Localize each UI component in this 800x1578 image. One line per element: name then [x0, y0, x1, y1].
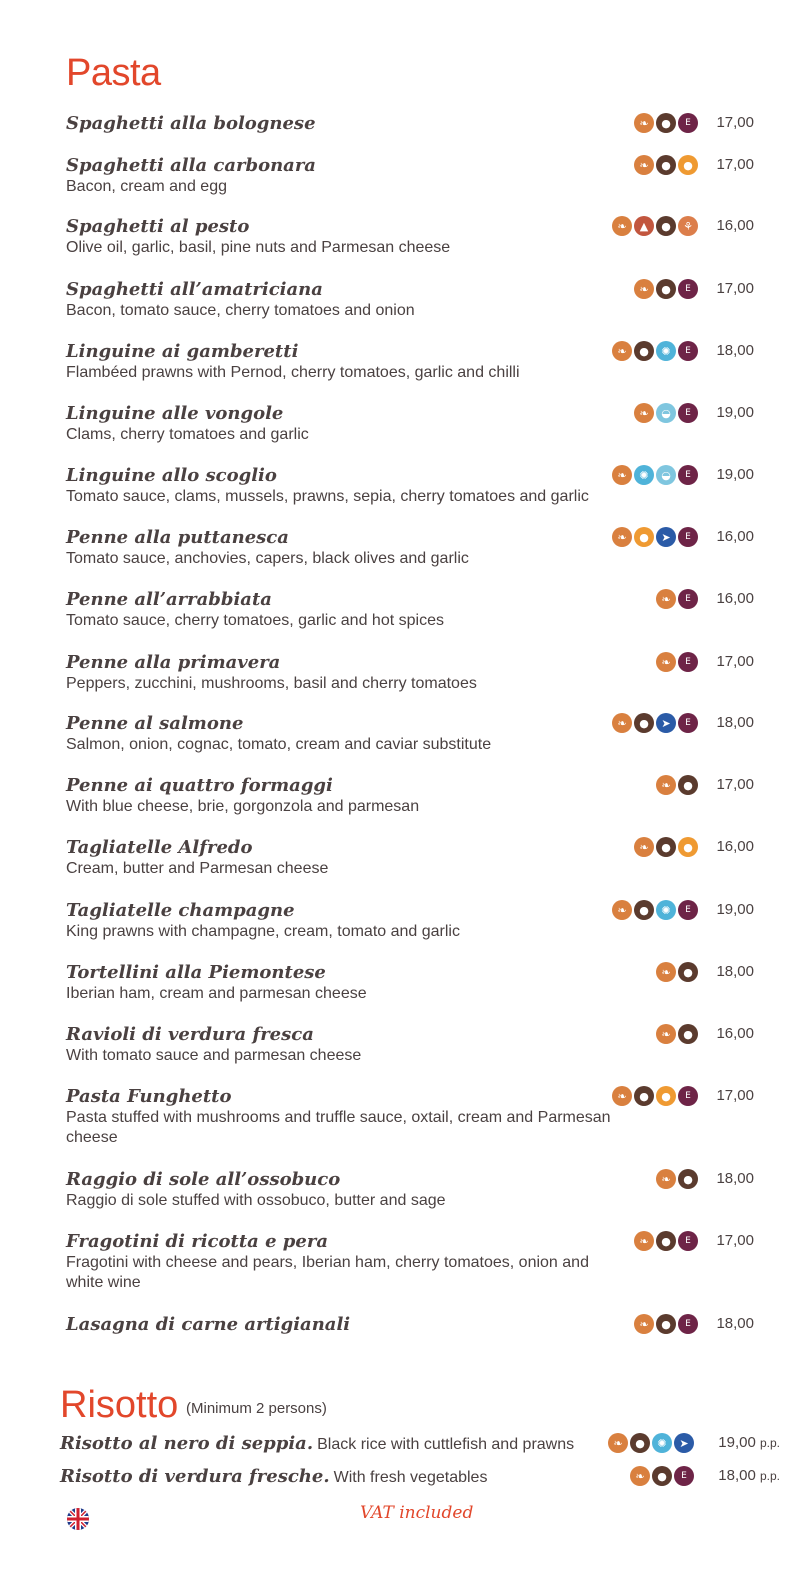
sulphites-allergen-icon: E: [678, 465, 698, 485]
gluten-allergen-icon: ❧: [608, 1433, 628, 1453]
menu-item-name: Fragotini di ricotta e pera: [66, 1231, 328, 1252]
gluten-allergen-icon: ❧: [634, 113, 654, 133]
sulphites-allergen-icon: E: [678, 900, 698, 920]
menu-item-description: Tomato sauce, anchovies, capers, black olives and garlic: [66, 550, 469, 567]
crustaceans-allergen-icon: ✺: [656, 341, 676, 361]
menu-item-price: 17,00: [716, 156, 754, 173]
menu-item-name: Penne ai quattro formaggi: [66, 775, 333, 796]
menu-item: [66, 1231, 766, 1293]
menu-item-price: 19,00: [716, 901, 754, 918]
milk-allergen-icon: ●: [630, 1433, 650, 1453]
allergen-icons: [612, 713, 698, 733]
allergen-icons: [612, 341, 698, 361]
allergen-icons: [656, 652, 698, 672]
allergen-icons: [634, 155, 698, 175]
menu-item: [66, 216, 766, 258]
menu-item: [66, 155, 766, 197]
menu-item-price: 18,00: [716, 1170, 754, 1187]
menu-item: [66, 713, 766, 755]
gluten-allergen-icon: ❧: [656, 1169, 676, 1189]
gluten-allergen-icon: ❧: [612, 465, 632, 485]
gluten-allergen-icon: ❧: [656, 589, 676, 609]
menu-item-name: Penne alla primavera: [66, 652, 281, 673]
egg-allergen-icon: ●: [678, 155, 698, 175]
allergen-icons: [612, 465, 698, 485]
sulphites-allergen-icon: E: [678, 1086, 698, 1106]
risotto-note: (Minimum 2 persons): [186, 1400, 327, 1417]
vat-note: VAT included: [360, 1503, 474, 1523]
allergen-icons: [634, 837, 698, 857]
menu-item-description: With tomato sauce and parmesan cheese: [66, 1047, 362, 1064]
risotto-item-price: [700, 1433, 780, 1453]
menu-item-name: Ravioli di verdura fresca: [66, 1024, 314, 1045]
milk-allergen-icon: ●: [656, 1314, 676, 1334]
gluten-allergen-icon: ❧: [634, 837, 654, 857]
menu-item-price: 19,00: [716, 404, 754, 421]
nuts-allergen-icon: ▲: [634, 216, 654, 236]
menu-item-price: 18,00: [716, 1315, 754, 1332]
menu-item-price: 16,00: [716, 1025, 754, 1042]
allergen-icons: [656, 775, 698, 795]
allergen-icons: [612, 216, 698, 236]
menu-item-price: 18,00: [716, 714, 754, 731]
menu-item-price: 16,00: [716, 217, 754, 234]
egg-allergen-icon: ●: [634, 527, 654, 547]
menu-item-description: Raggio di sole stuffed with ossobuco, butter and sage: [66, 1192, 446, 1209]
menu-item-description: Iberian ham, cream and parmesan cheese: [66, 985, 367, 1002]
milk-allergen-icon: ●: [656, 113, 676, 133]
allergen-icons: [656, 1024, 698, 1044]
menu-item-name: Linguine allo scoglio: [66, 465, 277, 486]
menu-item-price: 16,00: [716, 590, 754, 607]
risotto-item-name: Risotto al nero di seppia.: [60, 1433, 314, 1454]
allergen-icons: [656, 589, 698, 609]
crustaceans-allergen-icon: ✺: [634, 465, 654, 485]
menu-item: [66, 1086, 766, 1148]
menu-item: [66, 403, 766, 445]
allergen-icons: [634, 279, 698, 299]
allergen-icons: [612, 527, 698, 547]
gluten-allergen-icon: ❧: [634, 155, 654, 175]
menu-item: [66, 589, 766, 631]
menu-item-price: 18,00: [716, 963, 754, 980]
gluten-allergen-icon: ❧: [612, 216, 632, 236]
price-value: 18,00: [718, 1467, 756, 1484]
milk-allergen-icon: ●: [656, 837, 676, 857]
menu-item-name: Lasagna di carne artigianali: [66, 1314, 351, 1335]
price-unit: p.p.: [759, 1436, 780, 1450]
allergen-icons: [612, 900, 698, 920]
milk-allergen-icon: ●: [634, 341, 654, 361]
allergen-icons: [656, 962, 698, 982]
milk-allergen-icon: ●: [656, 279, 676, 299]
menu-item-price: 16,00: [716, 528, 754, 545]
milk-allergen-icon: ●: [656, 1231, 676, 1251]
gluten-allergen-icon: ❧: [612, 341, 632, 361]
menu-item-name: Tortellini alla Piemontese: [66, 962, 326, 983]
menu-item: [66, 465, 766, 507]
gluten-allergen-icon: ❧: [612, 1086, 632, 1106]
menu-item: [66, 113, 766, 135]
menu-item-price: 17,00: [716, 776, 754, 793]
fish-allergen-icon: ➤: [656, 713, 676, 733]
egg-allergen-icon: ●: [678, 837, 698, 857]
risotto-item-description: With fresh vegetables: [333, 1469, 488, 1486]
allergen-icons: [608, 1433, 694, 1453]
menu-item-price: 17,00: [716, 114, 754, 131]
gluten-allergen-icon: ❧: [656, 652, 676, 672]
menu-item-name: Tagliatelle Alfredo: [66, 837, 253, 858]
milk-allergen-icon: ●: [678, 1024, 698, 1044]
milk-allergen-icon: ●: [634, 900, 654, 920]
menu-item-description: Tomato sauce, cherry tomatoes, garlic and hot spices: [66, 612, 444, 629]
menu-item-description: Flambéed prawns with Pernod, cherry tomatoes, garlic and chilli: [66, 364, 520, 381]
egg-allergen-icon: ●: [656, 1086, 676, 1106]
menu-item: [66, 1169, 766, 1211]
milk-allergen-icon: ●: [678, 962, 698, 982]
menu-item: [66, 341, 766, 383]
menu-item: [66, 1314, 766, 1336]
allergen-icons: [612, 1086, 698, 1106]
gluten-allergen-icon: ❧: [630, 1466, 650, 1486]
gluten-allergen-icon: ❧: [612, 713, 632, 733]
menu-item: [66, 837, 766, 879]
risotto-item-price: [700, 1466, 780, 1486]
milk-allergen-icon: ●: [678, 1169, 698, 1189]
menu-item-name: Spaghetti alla carbonara: [66, 155, 316, 176]
gluten-allergen-icon: ❧: [656, 775, 676, 795]
menu-item-description: With blue cheese, brie, gorgonzola and parmesan: [66, 798, 420, 815]
gluten-allergen-icon: ❧: [634, 1314, 654, 1334]
gluten-allergen-icon: ❧: [634, 279, 654, 299]
menu-item-description: King prawns with champagne, cream, tomato and garlic: [66, 923, 460, 940]
uk-flag-icon[interactable]: [67, 1508, 89, 1530]
milk-allergen-icon: ●: [634, 1086, 654, 1106]
pasta-section-title: Pasta: [66, 52, 161, 94]
sulphites-allergen-icon: E: [678, 341, 698, 361]
risotto-item: [60, 1466, 780, 1488]
menu-item-description: Olive oil, garlic, basil, pine nuts and Parmesan cheese: [66, 239, 451, 256]
sulphites-allergen-icon: E: [678, 279, 698, 299]
gluten-allergen-icon: ❧: [634, 1231, 654, 1251]
menu-item: [66, 527, 766, 569]
sulphites-allergen-icon: E: [678, 1314, 698, 1334]
menu-item-name: Penne al salmone: [66, 713, 244, 734]
sulphites-allergen-icon: E: [678, 713, 698, 733]
menu-item-description: Salmon, onion, cognac, tomato, cream and caviar substitute: [66, 736, 492, 753]
menu-item-price: 17,00: [716, 280, 754, 297]
milk-allergen-icon: ●: [652, 1466, 672, 1486]
gluten-allergen-icon: ❧: [656, 962, 676, 982]
menu-item-description: Peppers, zucchini, mushrooms, basil and cherry tomatoes: [66, 675, 477, 692]
menu-item-description: Cream, butter and Parmesan cheese: [66, 860, 329, 877]
risotto-item: [60, 1433, 780, 1455]
sulphites-allergen-icon: E: [678, 589, 698, 609]
menu-item-description: Pasta stuffed with mushrooms and truffle sauce, oxtail, cream and Parmesan cheese: [66, 1109, 611, 1146]
sulphites-allergen-icon: E: [678, 527, 698, 547]
gluten-allergen-icon: ❧: [656, 1024, 676, 1044]
milk-allergen-icon: ●: [656, 155, 676, 175]
price-value: 19,00: [718, 1434, 756, 1451]
milk-allergen-icon: ●: [678, 775, 698, 795]
sulphites-allergen-icon: E: [678, 652, 698, 672]
menu-item: [66, 1024, 766, 1066]
allergen-icons: [656, 1169, 698, 1189]
menu-item-name: Linguine ai gamberetti: [66, 341, 299, 362]
risotto-section-title: Risotto: [60, 1384, 179, 1426]
menu-item-price: 17,00: [716, 653, 754, 670]
menu-item: [66, 775, 766, 817]
menu-item: [66, 279, 766, 321]
menu-item: [66, 900, 766, 942]
menu-item-price: 16,00: [716, 838, 754, 855]
price-unit: p.p.: [759, 1469, 780, 1483]
allergen-icons: [634, 1314, 698, 1334]
menu-item-name: Linguine alle vongole: [66, 403, 284, 424]
risotto-item-description: Black rice with cuttlefish and prawns: [317, 1436, 575, 1453]
sulphites-allergen-icon: E: [678, 1231, 698, 1251]
allergen-icons: [634, 1231, 698, 1251]
menu-item-name: Spaghetti al pesto: [66, 216, 250, 237]
milk-allergen-icon: ●: [634, 713, 654, 733]
celery-allergen-icon: ⚘: [678, 216, 698, 236]
fish-allergen-icon: ➤: [656, 527, 676, 547]
allergen-icons: [630, 1466, 694, 1486]
menu-item-description: Clams, cherry tomatoes and garlic: [66, 426, 309, 443]
menu-item-name: Penne alla puttanesca: [66, 527, 289, 548]
menu-item-name: Penne all’arrabbiata: [66, 589, 272, 610]
risotto-item-name: Risotto di verdura fresche.: [60, 1466, 330, 1487]
gluten-allergen-icon: ❧: [634, 403, 654, 423]
menu-item: [66, 962, 766, 1004]
menu-item-description: Bacon, tomato sauce, cherry tomatoes and onion: [66, 302, 415, 319]
sulphites-allergen-icon: E: [678, 113, 698, 133]
menu-item-name: Pasta Funghetto: [66, 1086, 232, 1107]
menu-item-name: Raggio di sole all’ossobuco: [66, 1169, 341, 1190]
menu-item-description: Fragotini with cheese and pears, Iberian ham, cherry tomatoes, onion and white wine: [66, 1254, 589, 1291]
gluten-allergen-icon: ❧: [612, 527, 632, 547]
menu-item: [66, 652, 766, 694]
fish-allergen-icon: ➤: [674, 1433, 694, 1453]
sulphites-allergen-icon: E: [674, 1466, 694, 1486]
molluscs-allergen-icon: ◒: [656, 465, 676, 485]
allergen-icons: [634, 403, 698, 423]
milk-allergen-icon: ●: [656, 216, 676, 236]
menu-item-price: 17,00: [716, 1232, 754, 1249]
menu-item-description: Bacon, cream and egg: [66, 178, 227, 195]
menu-item-price: 19,00: [716, 466, 754, 483]
menu-item-name: Spaghetti alla bolognese: [66, 113, 316, 134]
molluscs-allergen-icon: ◒: [656, 403, 676, 423]
menu-item-name: Spaghetti all’amatriciana: [66, 279, 323, 300]
menu-item-price: 18,00: [716, 342, 754, 359]
menu-item-name: Tagliatelle champagne: [66, 900, 295, 921]
sulphites-allergen-icon: E: [678, 403, 698, 423]
gluten-allergen-icon: ❧: [612, 900, 632, 920]
allergen-icons: [634, 113, 698, 133]
crustaceans-allergen-icon: ✺: [656, 900, 676, 920]
crustaceans-allergen-icon: ✺: [652, 1433, 672, 1453]
menu-item-description: Tomato sauce, clams, mussels, prawns, sepia, cherry tomatoes and garlic: [66, 488, 589, 505]
menu-item-price: 17,00: [716, 1087, 754, 1104]
